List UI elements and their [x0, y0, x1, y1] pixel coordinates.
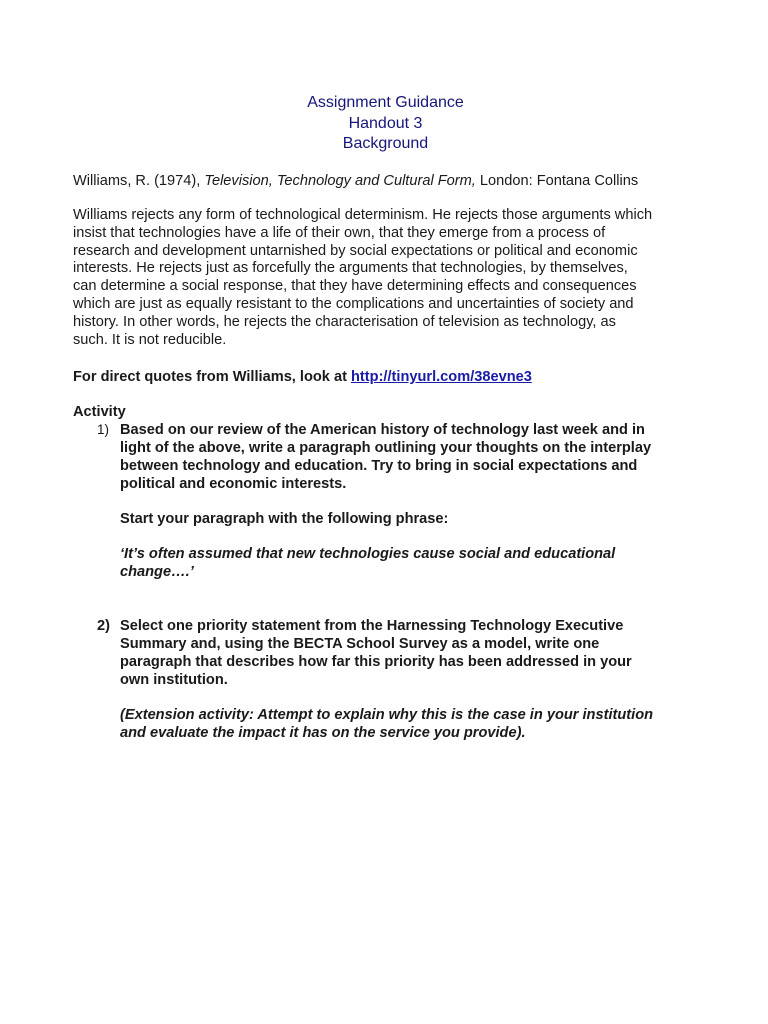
- handout-number: Handout 3: [348, 114, 423, 132]
- opening-phrase-line: ‘It’s often assumed that new technologies cause social and educational: [120, 546, 616, 562]
- item-instruction: Start your paragraph with the following phrase:: [120, 511, 449, 527]
- body-line: history. In other words, he rejects the characterisation of television as technology, as: [73, 313, 616, 330]
- body-line: insist that technologies have a life of their own, that they emerge from a process of: [73, 224, 606, 241]
- item-line: Based on our review of the American history of technology last week and in: [120, 422, 645, 438]
- item-line: paragraph that describes how far this priority has been addressed in your: [120, 654, 632, 670]
- item-line: between technology and education. Try to bring in social expectations and: [120, 458, 638, 474]
- item-number: 2): [97, 618, 110, 634]
- item-line: light of the above, write a paragraph outlining your thoughts on the interplay: [120, 440, 652, 456]
- activity-heading: Activity: [73, 404, 126, 420]
- quotes-prefix: For direct quotes from Williams, look at: [73, 369, 352, 385]
- section-heading: Background: [342, 135, 429, 152]
- document-page: [73, 0, 698, 1024]
- item-body: [120, 421, 710, 581]
- citation-work-title: Television, Technology and Cultural Form,: [204, 173, 476, 189]
- body-line: research and development untarnished by social expectations or political and economic: [73, 242, 638, 259]
- item-number: 1): [97, 422, 110, 437]
- citation: [73, 172, 713, 190]
- body-line: can determine a social response, that they have determining effects and consequences: [73, 278, 637, 295]
- item-line: political and economic interests.: [120, 476, 347, 492]
- item-line: Select one priority statement from the Harnessing Technology Executive: [120, 618, 624, 634]
- body-paragraph: [73, 207, 698, 349]
- extension-line: and evaluate the impact it has on the service you provide).: [120, 725, 526, 741]
- quotes-reference: [73, 368, 713, 386]
- opening-phrase-line: change….’: [120, 564, 194, 580]
- body-line: interests. He rejects just as forcefully the arguments that technologies, by themselves,: [73, 260, 628, 277]
- item-line: Summary and, using the BECTA School Survey as a model, write one: [120, 636, 600, 652]
- extension-line: (Extension activity: Attempt to explain why this is the case in your institution: [120, 707, 654, 723]
- tinyurl-link[interactable]: http://tinyurl.com/38evne3: [351, 369, 532, 385]
- document-title: Assignment Guidance: [307, 94, 464, 111]
- citation-author-year: Williams, R. (1974),: [73, 173, 205, 189]
- item-body: [120, 617, 710, 742]
- item-line: own institution.: [120, 672, 228, 688]
- document-title-block: [73, 93, 698, 155]
- citation-publisher: London: Fontana Collins: [475, 173, 639, 189]
- body-line: which are just as equally resistant to the complications and uncertainties of society and: [73, 295, 634, 312]
- body-line: Williams rejects any form of technological determinism. He rejects those arguments which: [73, 207, 653, 223]
- body-line: such. It is not reducible.: [73, 331, 227, 348]
